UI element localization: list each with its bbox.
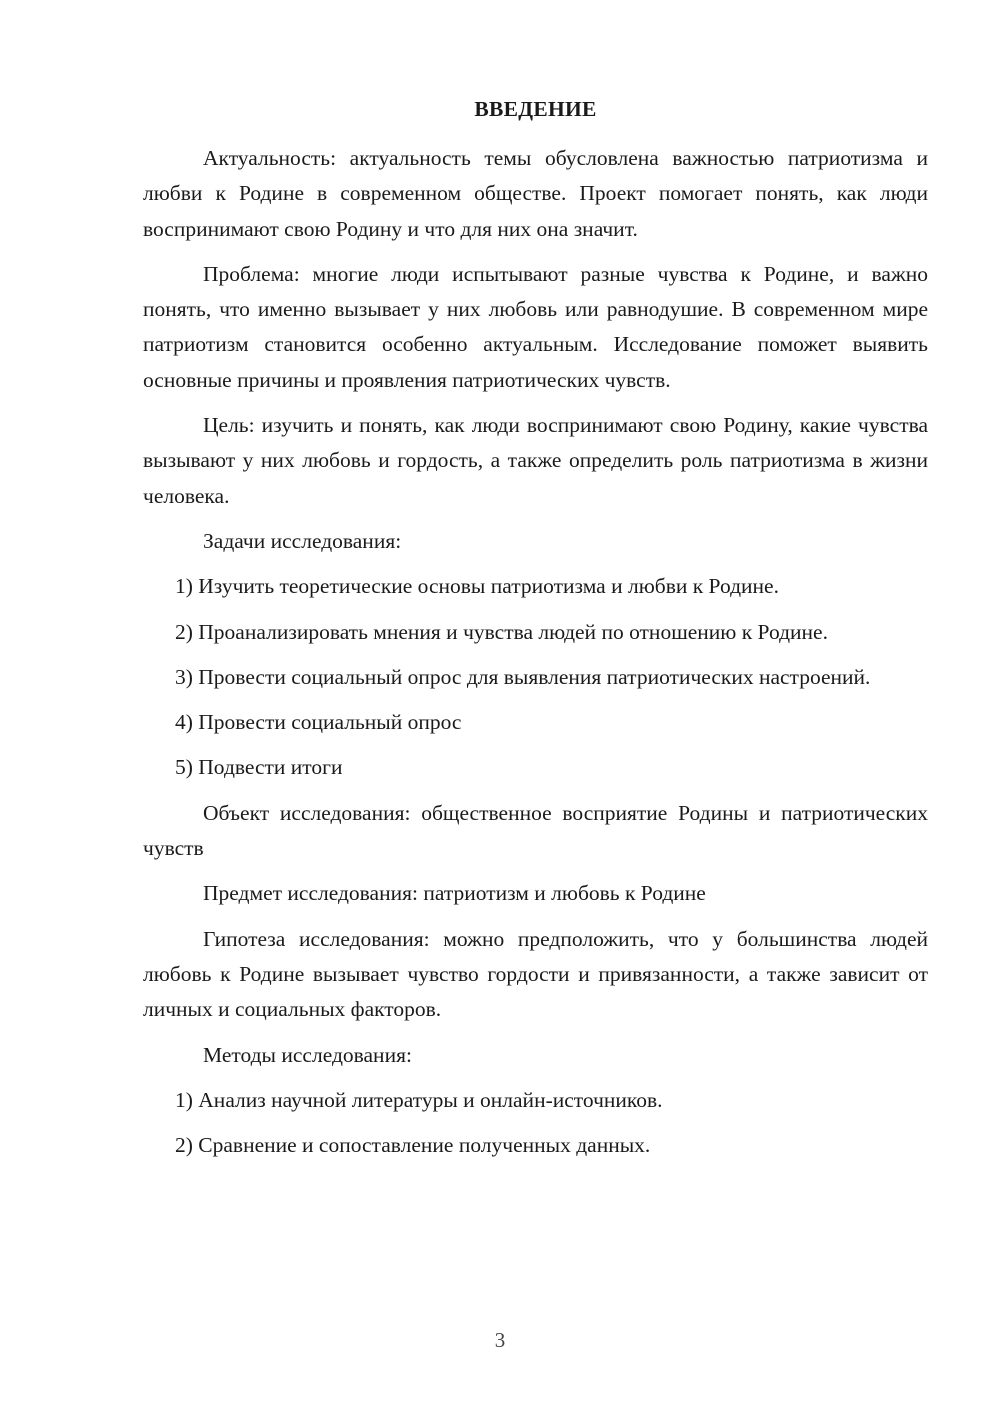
task-item-5: 5) Подвести итоги bbox=[175, 755, 343, 780]
task-item-1: 1) Изучить теоретические основы патриотизма и любви к Родине. bbox=[175, 574, 779, 599]
subject-paragraph: Предмет исследования: патриотизм и любовь к Родине bbox=[203, 881, 706, 906]
tasks-title: Задачи исследования: bbox=[203, 528, 402, 553]
problem-paragraph: Проблема: многие люди испытывают разные чувства к Родине, и важно понять, что именно вызывает у них любовь или равнодушие. В современном мире патриотизм становится особенно актуальным. Исследование поможет выявить основные причины и проявления патриотических чувств. bbox=[143, 261, 928, 392]
task-item-4: 4) Провести социальный опрос bbox=[175, 710, 462, 735]
method-item-1: 1) Анализ научной литературы и онлайн-источников. bbox=[175, 1087, 663, 1112]
task-item-2: 2) Проанализировать мнения и чувства людей по отношению к Родине. bbox=[175, 619, 828, 644]
method-item-2: 2) Сравнение и сопоставление полученных данных. bbox=[175, 1133, 651, 1158]
methods-title: Методы исследования: bbox=[203, 1042, 412, 1067]
hypothesis-paragraph: Гипотеза исследования: можно предположить, что у большинства людей любовь к Родине вызывает чувство гордости и привязанности, а также зависит от личных и социальных факторов. bbox=[143, 926, 928, 1022]
section-heading: ВВЕДЕНИЕ bbox=[474, 97, 597, 121]
relevance-paragraph: Актуальность: актуальность темы обусловлена важностью патриотизма и любви к Родине в современном обществе. Проект помогает понять, как люди воспринимают свою Родину и что для них она значит. bbox=[143, 146, 928, 241]
document-page bbox=[143, 92, 928, 1173]
task-item-3: 3) Провести социальный опрос для выявления патриотических настроений. bbox=[175, 664, 871, 689]
object-paragraph: Объект исследования: общественное восприятие Родины и патриотических чувств bbox=[143, 800, 928, 861]
page-number: 3 bbox=[494, 1328, 506, 1352]
goal-paragraph: Цель: изучить и понять, как люди воспринимают свою Родину, какие чувства вызывают у них любовь и гордость, а также определить роль патриотизма в жизни человека. bbox=[143, 413, 928, 508]
